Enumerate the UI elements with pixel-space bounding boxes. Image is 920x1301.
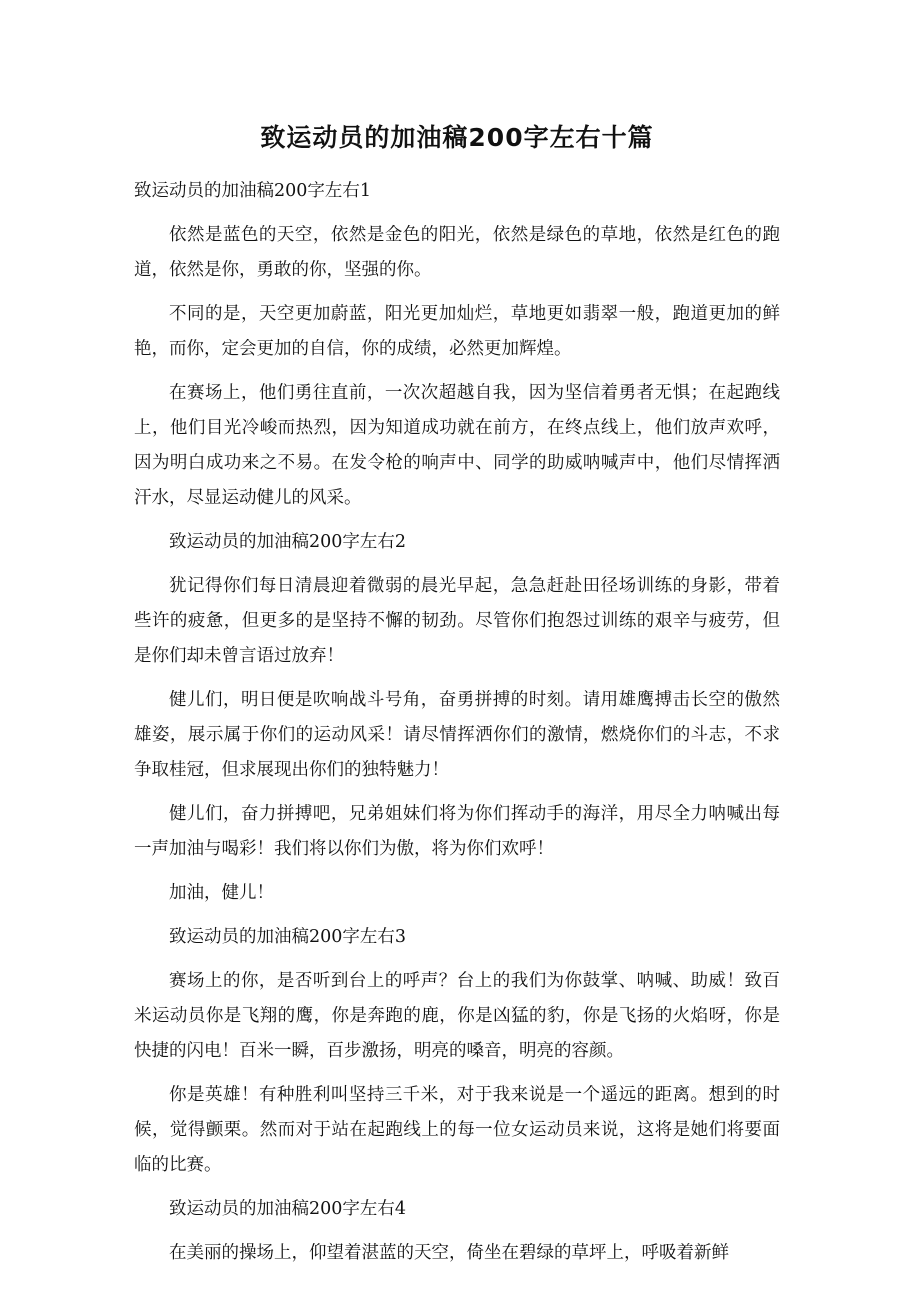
body-paragraph: 你是英雄！有种胜利叫坚持三千米，对于我来说是一个遥远的距离。想到的时候，觉得颤栗。然而对于站在起跑线上的每一位女运动员来说，这将是她们将要面临的比赛。: [134, 1085, 780, 1175]
section-heading: 致运动员的加油稿200字左右2: [169, 532, 407, 552]
document-body: [134, 174, 780, 1271]
section-heading: 致运动员的加油稿200字左右1: [134, 181, 372, 201]
body-paragraph: 赛场上的你，是否听到台上的呼声？台上的我们为你鼓掌、呐喊、助威！致百米运动员你是飞翔的鹰，你是奔跑的鹿，你是凶猛的豹，你是飞扬的火焰呀，你是快捷的闪电！百米一瞬，百步激扬，明亮的嗓音，明亮的容颜。: [134, 971, 780, 1061]
document-title: 致运动员的加油稿200字左右十篇: [260, 123, 654, 152]
body-paragraph: 依然是蓝色的天空，依然是金色的阳光，依然是绿色的草地，依然是红色的跑道，依然是你，勇敢的你，坚强的你。: [134, 225, 780, 280]
body-paragraph: 加油，健儿！: [169, 883, 274, 903]
section-heading: 致运动员的加油稿200字左右3: [169, 927, 407, 947]
body-paragraph: 犹记得你们每日清晨迎着微弱的晨光早起，急急赶赴田径场训练的身影，带着些许的疲惫，但更多的是坚持不懈的韧劲。尽管你们抱怨过训练的艰辛与疲劳，但是你们却未曾言语过放弃！: [134, 576, 780, 666]
body-paragraph: 健儿们，奋力拼搏吧，兄弟姐妹们将为你们挥动手的海洋，用尽全力呐喊出每一声加油与喝彩！我们将以你们为傲，将为你们欢呼！: [134, 804, 780, 859]
body-paragraph: 在赛场上，他们勇往直前，一次次超越自我，因为坚信着勇者无惧；在起跑线上，他们目光冷峻而热烈，因为知道成功就在前方，在终点线上，他们放声欢呼，因为明白成功来之不易。在发令枪的响声中、同学的助威呐喊声中，他们尽情挥洒汗水，尽显运动健儿的风采。: [134, 383, 780, 508]
body-paragraph: 在美丽的操场上，仰望着湛蓝的天空，倚坐在碧绿的草坪上，呼吸着新鲜: [169, 1243, 729, 1263]
body-paragraph: 健儿们，明日便是吹响战斗号角，奋勇拼搏的时刻。请用雄鹰搏击长空的傲然雄姿，展示属于你们的运动风采！请尽情挥洒你们的激情，燃烧你们的斗志，不求争取桂冠，但求展现出你们的独特魅力！: [134, 690, 780, 780]
section-heading: 致运动员的加油稿200字左右4: [169, 1199, 407, 1219]
body-paragraph: 不同的是，天空更加蔚蓝，阳光更加灿烂，草地更如翡翠一般，跑道更加的鲜艳，而你，定会更加的自信，你的成绩，必然更加辉煌。: [134, 304, 780, 359]
